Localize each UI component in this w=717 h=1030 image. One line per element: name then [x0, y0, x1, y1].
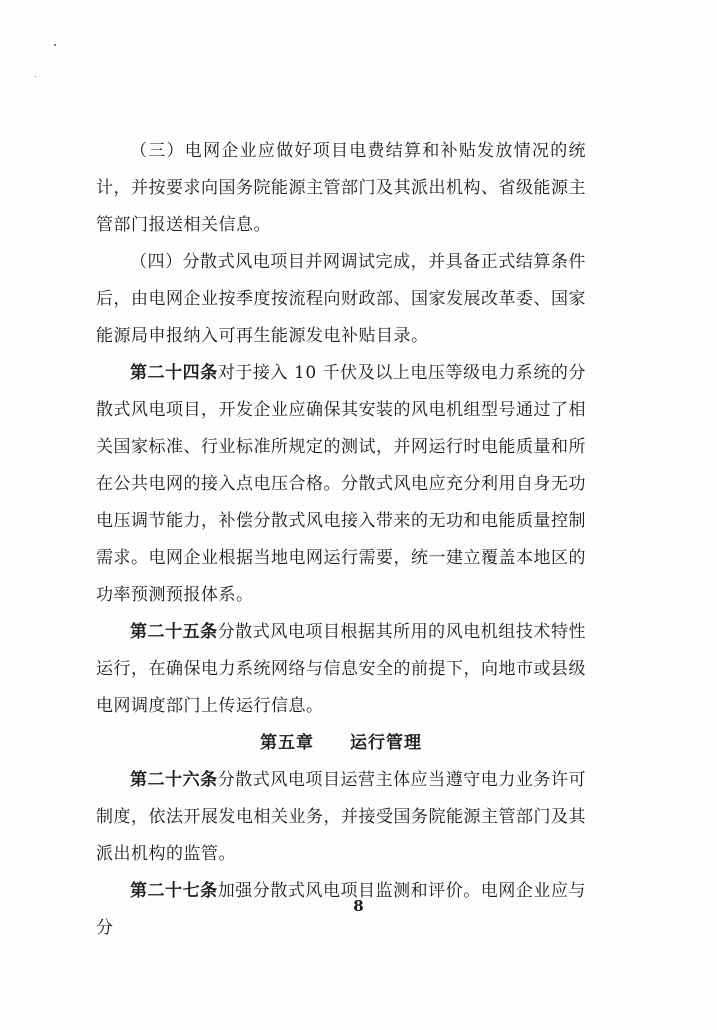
article-lead: 第二十六条	[130, 770, 218, 790]
scan-speck	[35, 76, 36, 77]
paragraph-text: （四）分散式风电项目并网调试完成，并具备正式结算条件后，由电网企业按季度按流程向财政部、国家发展改革委、国家能源局申报纳入可再生能源发电补贴目录。	[96, 252, 586, 346]
chapter-number: 第五章	[260, 733, 314, 753]
article-26	[96, 762, 586, 873]
article-24	[96, 355, 586, 614]
chapter-title: 运行管理	[350, 733, 422, 753]
paragraph-text: 对于接入 10 千伏及以上电压等级电力系统的分散式风电项目，开发企业应确保其安装的风电机组型号通过了相关国家标准、行业标准所规定的测试，并网运行时电能质量和所在公共电网的接入点电压合格。分散式风电应充分利用自身无功电压调节能力，补偿分散式风电接入带来的无功和电能质量控制需求。电网企业根据当地电网运行需要，统一建立覆盖本地区的功率预测预报体系。	[96, 363, 586, 605]
body-text	[96, 133, 586, 947]
article-lead: 第二十七条	[130, 881, 218, 901]
paragraph-item-3	[96, 133, 586, 244]
article-25	[96, 614, 586, 725]
scan-speck	[54, 44, 56, 46]
paragraph-text: 分散式风电项目根据其所用的风电机组技术特性运行，在确保电力系统网络与信息安全的前提下，向地市或县级电网调度部门上传运行信息。	[96, 622, 587, 716]
page-number: 8	[353, 897, 364, 915]
chapter-heading	[96, 725, 586, 762]
article-lead: 第二十五条	[130, 622, 218, 642]
paragraph-text: 加强分散式风电项目监测和评价。电网企业应与分	[96, 881, 587, 938]
article-lead: 第二十四条	[130, 363, 218, 383]
paragraph-item-4	[96, 244, 586, 355]
paragraph-text: （三）电网企业应做好项目电费结算和补贴发放情况的统计，并按要求向国务院能源主管部门及其派出机构、省级能源主管部门报送相关信息。	[96, 141, 586, 235]
paragraph-text: 分散式风电项目运营主体应当遵守电力业务许可制度，依法开展发电相关业务，并接受国务院能源主管部门及其派出机构的监管。	[96, 770, 587, 864]
